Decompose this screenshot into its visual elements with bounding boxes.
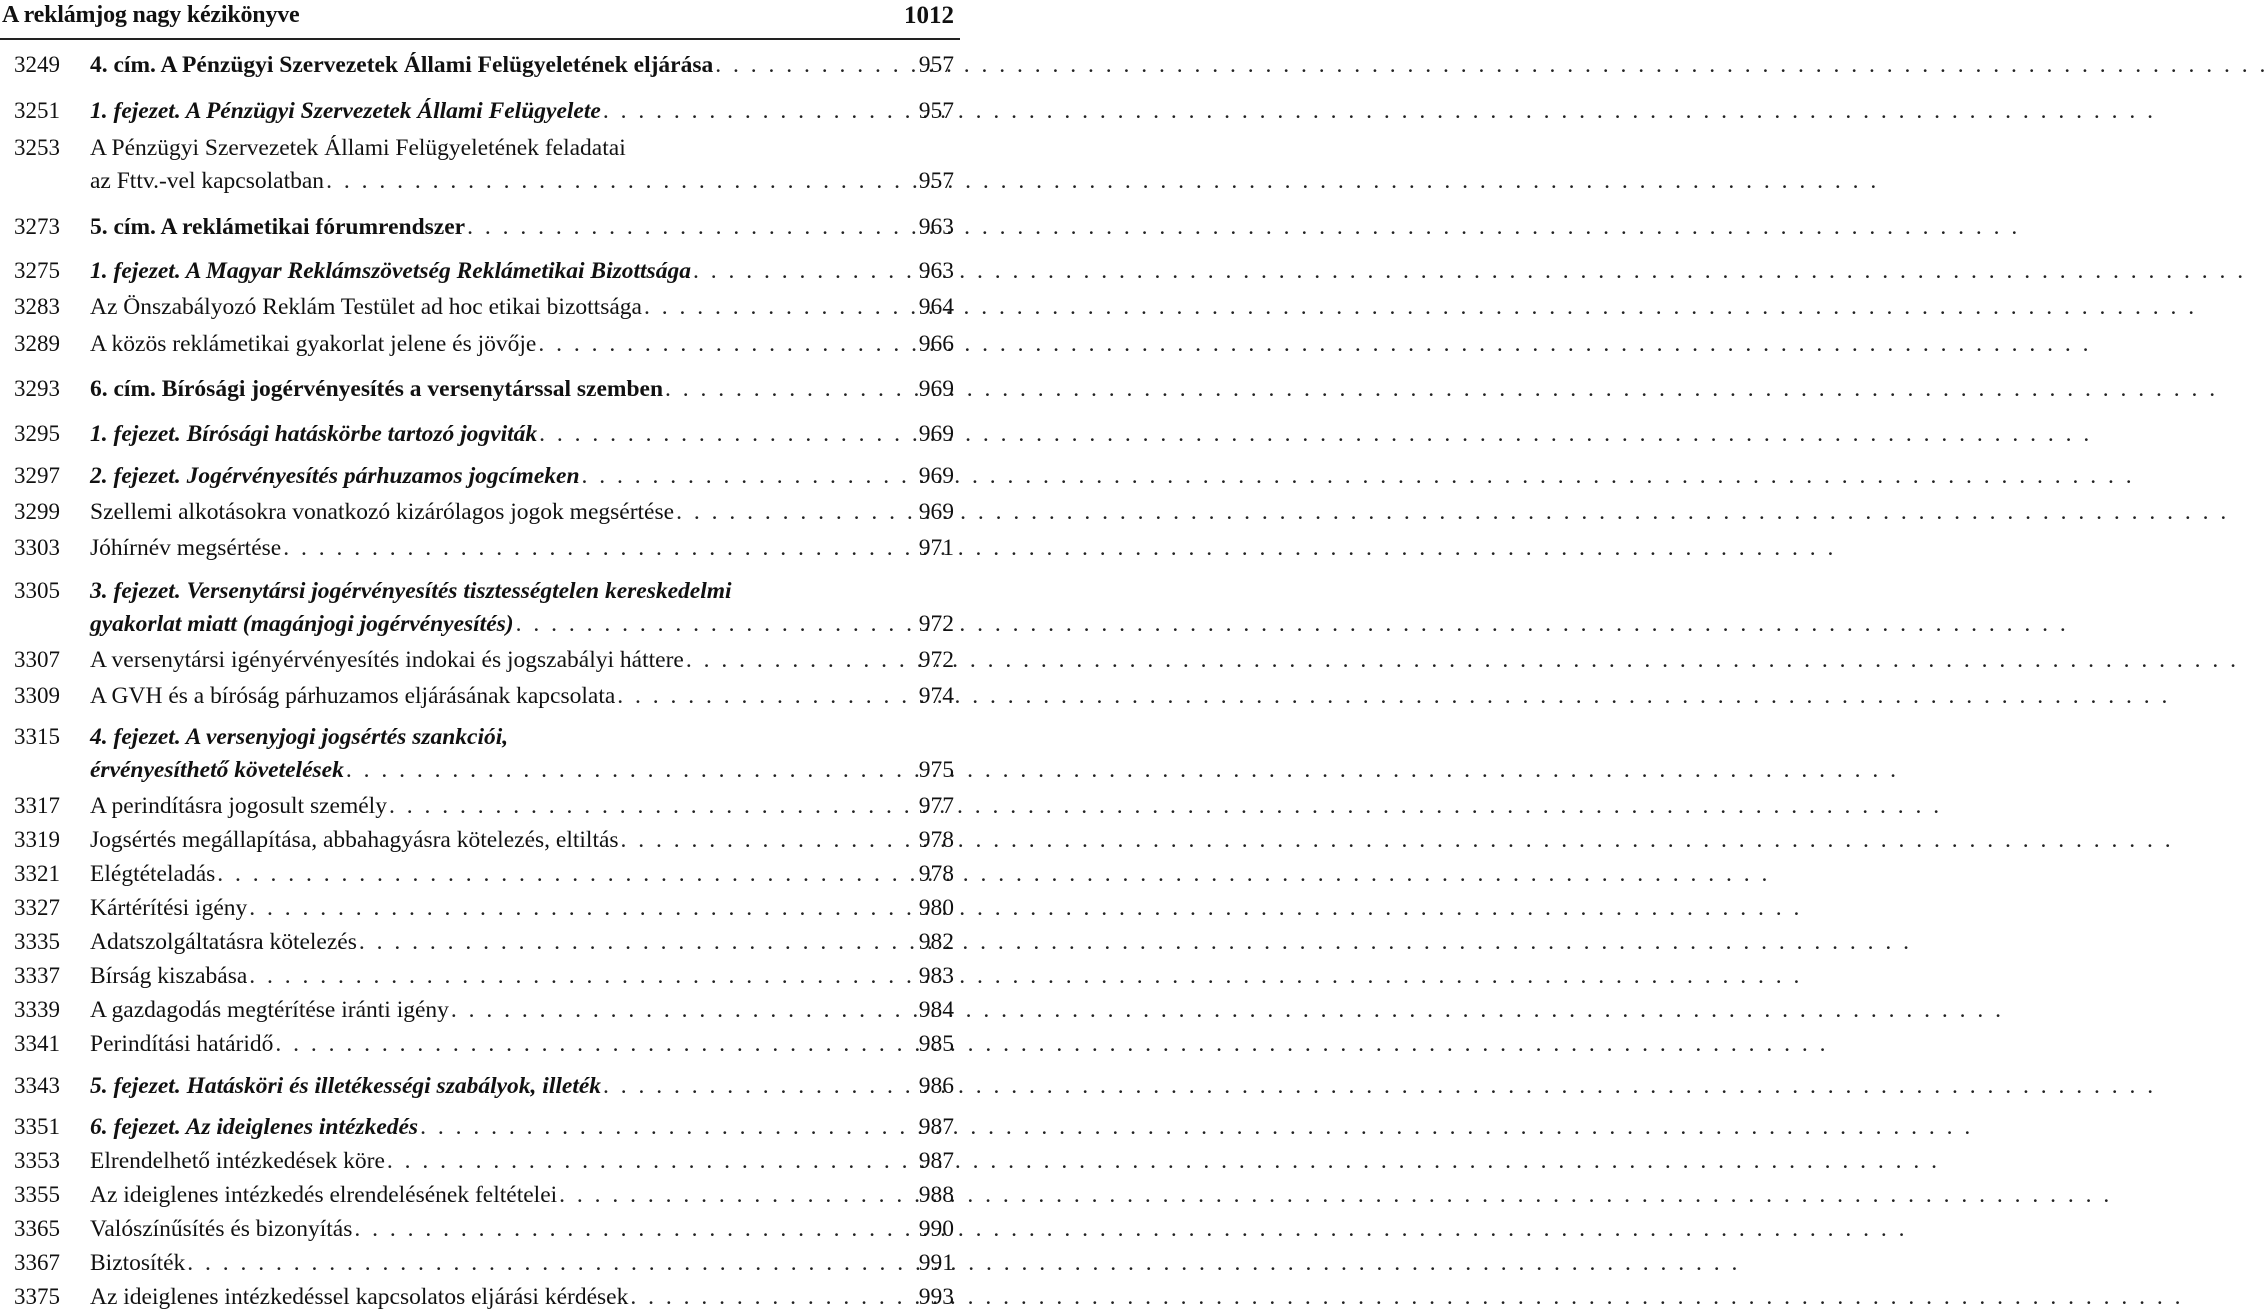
dot-leader [537, 417, 2092, 451]
margin-number: 3367 [14, 1250, 60, 1275]
entry-page-number: 977 [918, 793, 954, 819]
entry-title [90, 1144, 900, 1178]
dot-leader [601, 1069, 2156, 1103]
dot-leader [536, 327, 2091, 361]
dot-leader [247, 959, 1802, 993]
entry-title [90, 164, 900, 198]
margin-number: 3355 [14, 1182, 60, 1207]
margin-number: 3341 [14, 1031, 60, 1056]
dot-leader [615, 679, 2170, 713]
entry-label: 2. fejezet. Jogérvényesítés párhuzamos jogcímeken [90, 463, 580, 489]
entry-page-number: 972 [918, 611, 954, 637]
toc-entry [0, 993, 960, 1027]
entry-page-number: 987 [918, 1114, 954, 1140]
margin-number: 3307 [14, 647, 60, 672]
entry-title [90, 823, 900, 857]
entry-page-number: 993 [918, 1284, 954, 1310]
dot-leader [449, 993, 2004, 1027]
dot-leader [352, 1212, 1907, 1246]
margin-number: 3327 [14, 895, 60, 920]
entry-label: Elrendelhető intézkedések köre [90, 1148, 385, 1174]
entry-title [90, 857, 900, 891]
margin-number: 3309 [14, 683, 60, 708]
entry-title [90, 1069, 900, 1103]
entry-label: 4. cím. A Pénzügyi Szervezetek Állami Felügyeletének eljárása [90, 52, 714, 78]
page-number: 1012 [904, 2, 954, 29]
dot-leader [601, 94, 2156, 128]
entry-label: 6. fejezet. Az ideiglenes intézkedés [90, 1114, 419, 1140]
entry-page-number: 963 [918, 258, 954, 284]
book-title: A reklámjog nagy kézikönyve [2, 2, 300, 28]
margin-number: 3321 [14, 861, 60, 886]
margin-number: 3249 [14, 52, 60, 77]
entry-label: Jogsértés megállapítása, abbahagyásra kötelezés, eltiltás [90, 827, 619, 853]
dot-leader [580, 459, 2135, 493]
margin-number: 3319 [14, 827, 60, 852]
margin-number: 3293 [14, 376, 60, 401]
toc-entry [0, 254, 960, 288]
dot-leader [324, 164, 1879, 198]
toc-entry [0, 574, 960, 608]
entry-title [90, 993, 900, 1027]
entry-title [90, 643, 900, 677]
entry-title [90, 1110, 900, 1144]
entry-title [90, 753, 900, 787]
margin-number: 3375 [14, 1284, 60, 1309]
entry-title [90, 607, 900, 641]
entry-title [90, 720, 900, 754]
entry-title [90, 574, 900, 608]
margin-number: 3317 [14, 793, 60, 818]
entry-label: Adatszolgáltatásra kötelezés [90, 929, 357, 955]
toc-entry [0, 417, 960, 451]
toc-entry [0, 643, 960, 677]
entry-title [90, 789, 900, 823]
toc-entry [0, 372, 960, 406]
entry-label: 3. fejezet. Versenytársi jogérvényesítés tisztességtelen kereskedelmi [90, 578, 732, 604]
entry-label: Elégtételadás [90, 861, 216, 887]
entry-page-number: 975 [918, 757, 954, 783]
toc-entry [0, 48, 960, 82]
entry-label: gyakorlat miatt (magánjogi jogérvényesítés) [90, 611, 514, 637]
dot-leader [619, 823, 2174, 857]
entry-page-number: 990 [918, 1216, 954, 1242]
entry-page-number: 969 [918, 421, 954, 447]
toc-entry [0, 720, 960, 754]
entry-label: Szellemi alkotásokra vonatkozó kizárólagos jogok megsértése [90, 499, 675, 525]
entry-label: az Fttv.-vel kapcsolatban [90, 168, 325, 194]
entry-page-number: 974 [918, 683, 954, 709]
toc-entry [0, 753, 960, 787]
entry-title [90, 1246, 900, 1280]
entry-title [90, 1027, 900, 1061]
entry-page-number: 964 [918, 294, 954, 320]
entry-page-number: 972 [918, 647, 954, 673]
dot-leader [357, 925, 1912, 959]
entry-label: 1. fejezet. A Magyar Reklámszövetség Reklámetikai Bizottsága [90, 258, 691, 284]
entry-label: 5. cím. A reklámetikai fórumrendszer [90, 214, 466, 240]
toc-entry [0, 1144, 960, 1178]
entry-label: Az ideiglenes intézkedéssel kapcsolatos eljárási kérdések [90, 1284, 629, 1310]
entry-title [90, 925, 900, 959]
entry-label: 6. cím. Bírósági jogérvényesítés a versenytárssal szemben [90, 376, 664, 402]
dot-leader [273, 1027, 1828, 1061]
margin-number: 3283 [14, 294, 60, 319]
toc-entry [0, 679, 960, 713]
entry-title [90, 959, 900, 993]
entry-page-number: 957 [918, 52, 954, 78]
toc-entry [0, 823, 960, 857]
entry-label: Bírság kiszabása [90, 963, 248, 989]
entry-label: A gazdagodás megtérítése iránti igény [90, 997, 449, 1023]
entry-page-number: 957 [918, 168, 954, 194]
toc-entry [0, 131, 960, 165]
toc-entry [0, 1280, 960, 1314]
entry-label: A versenytársi igényérvényesítés indokai és jogszabályi háttere [90, 647, 684, 673]
entry-page-number: 969 [918, 499, 954, 525]
entry-page-number: 988 [918, 1182, 954, 1208]
toc-entry [0, 1178, 960, 1212]
entry-label: Jóhírnév megsértése [90, 535, 282, 561]
entry-label: Az Önszabályozó Reklám Testület ad hoc etikai bizottsága [90, 294, 642, 320]
dot-leader [465, 210, 2020, 244]
entry-title [90, 290, 900, 324]
entry-page-number: 978 [918, 827, 954, 853]
entry-label: érvényesíthető követelések [90, 757, 344, 783]
dot-leader [418, 1110, 1973, 1144]
margin-number: 3273 [14, 214, 60, 239]
margin-number: 3289 [14, 331, 60, 356]
entry-title [90, 679, 900, 713]
entry-label: 4. fejezet. A versenyjogi jogsértés szankciói, [90, 724, 509, 750]
entry-title [90, 1280, 900, 1314]
entry-title [90, 94, 900, 128]
entry-title [90, 531, 900, 565]
dot-leader [514, 607, 2069, 641]
margin-number: 3251 [14, 98, 60, 123]
entry-title [90, 254, 900, 288]
entry-title [90, 372, 900, 406]
margin-number: 3275 [14, 258, 60, 283]
entry-title [90, 48, 900, 82]
dot-leader [663, 372, 2218, 406]
entry-page-number: 969 [918, 463, 954, 489]
toc-entry [0, 959, 960, 993]
margin-number: 3337 [14, 963, 60, 988]
toc-entry [0, 1212, 960, 1246]
entry-title [90, 1212, 900, 1246]
entry-page-number: 983 [918, 963, 954, 989]
margin-number: 3353 [14, 1148, 60, 1173]
toc-entry [0, 327, 960, 361]
entry-title [90, 891, 900, 925]
margin-number: 3253 [14, 135, 60, 160]
entry-title [90, 327, 900, 361]
margin-number: 3305 [14, 578, 60, 603]
toc-entry [0, 857, 960, 891]
entry-label: A közös reklámetikai gyakorlat jelene és jövője [90, 331, 537, 357]
entry-page-number: 978 [918, 861, 954, 887]
entry-label: 1. fejezet. Bírósági hatáskörbe tartozó jogviták [90, 421, 538, 447]
entry-page-number: 984 [918, 997, 954, 1023]
dot-leader [642, 290, 2197, 324]
entry-page-number: 980 [918, 895, 954, 921]
entry-page-number: 971 [918, 535, 954, 561]
toc-entry [0, 1110, 960, 1144]
dot-leader [628, 1280, 2183, 1314]
entry-label: 1. fejezet. A Pénzügyi Szervezetek Állami Felügyelete [90, 98, 601, 124]
toc-entry [0, 1027, 960, 1061]
margin-number: 3297 [14, 463, 60, 488]
toc-entry [0, 925, 960, 959]
entry-page-number: 963 [918, 214, 954, 240]
dot-leader [387, 789, 1942, 823]
margin-number: 3299 [14, 499, 60, 524]
entry-page-number: 966 [918, 331, 954, 357]
margin-number: 3351 [14, 1114, 60, 1139]
toc-entry [0, 459, 960, 493]
dot-leader [344, 753, 1899, 787]
entry-label: Biztosíték [90, 1250, 186, 1276]
toc-entry [0, 495, 960, 529]
entry-label: Az ideiglenes intézkedés elrendelésének feltételei [90, 1182, 558, 1208]
entry-title [90, 417, 900, 451]
toc-entry [0, 1246, 960, 1280]
entry-title [90, 210, 900, 244]
toc-entry [0, 164, 960, 198]
entry-title [90, 131, 900, 165]
margin-number: 3343 [14, 1073, 60, 1098]
dot-leader [557, 1178, 2112, 1212]
toc-entry [0, 210, 960, 244]
dot-leader [185, 1246, 1740, 1280]
entry-title [90, 1178, 900, 1212]
margin-number: 3295 [14, 421, 60, 446]
margin-number: 3339 [14, 997, 60, 1022]
entry-label: Kártérítési igény [90, 895, 248, 921]
entry-title [90, 459, 900, 493]
entry-label: A Pénzügyi Szervezetek Állami Felügyeletének feladatai [90, 135, 626, 161]
entry-page-number: 986 [918, 1073, 954, 1099]
entry-title [90, 495, 900, 529]
dot-leader [247, 891, 1802, 925]
entry-page-number: 969 [918, 376, 954, 402]
toc-entry [0, 607, 960, 641]
toc-entry [0, 531, 960, 565]
entry-page-number: 985 [918, 1031, 954, 1057]
toc-entry [0, 891, 960, 925]
margin-number: 3335 [14, 929, 60, 954]
entry-label: Valószínűsítés és bizonyítás [90, 1216, 353, 1242]
margin-number: 3315 [14, 724, 60, 749]
toc-entry [0, 789, 960, 823]
table-of-contents [0, 0, 960, 1310]
entry-label: A perindításra jogosult személy [90, 793, 387, 819]
entry-label: 5. fejezet. Hatásköri és illetékességi szabályok, illeték [90, 1073, 602, 1099]
margin-number: 3303 [14, 535, 60, 560]
entry-label: A GVH és a bíróság párhuzamos eljárásának kapcsolata [90, 683, 616, 709]
entry-page-number: 982 [918, 929, 954, 955]
dot-leader [215, 857, 1770, 891]
toc-entry [0, 1069, 960, 1103]
entry-page-number: 987 [918, 1148, 954, 1174]
entry-label: Perindítási határidő [90, 1031, 274, 1057]
dot-leader [385, 1144, 1940, 1178]
margin-number: 3365 [14, 1216, 60, 1241]
toc-entry [0, 94, 960, 128]
toc-entry [0, 290, 960, 324]
entry-page-number: 957 [918, 98, 954, 124]
entry-page-number: 991 [918, 1250, 954, 1276]
dot-leader [281, 531, 1836, 565]
